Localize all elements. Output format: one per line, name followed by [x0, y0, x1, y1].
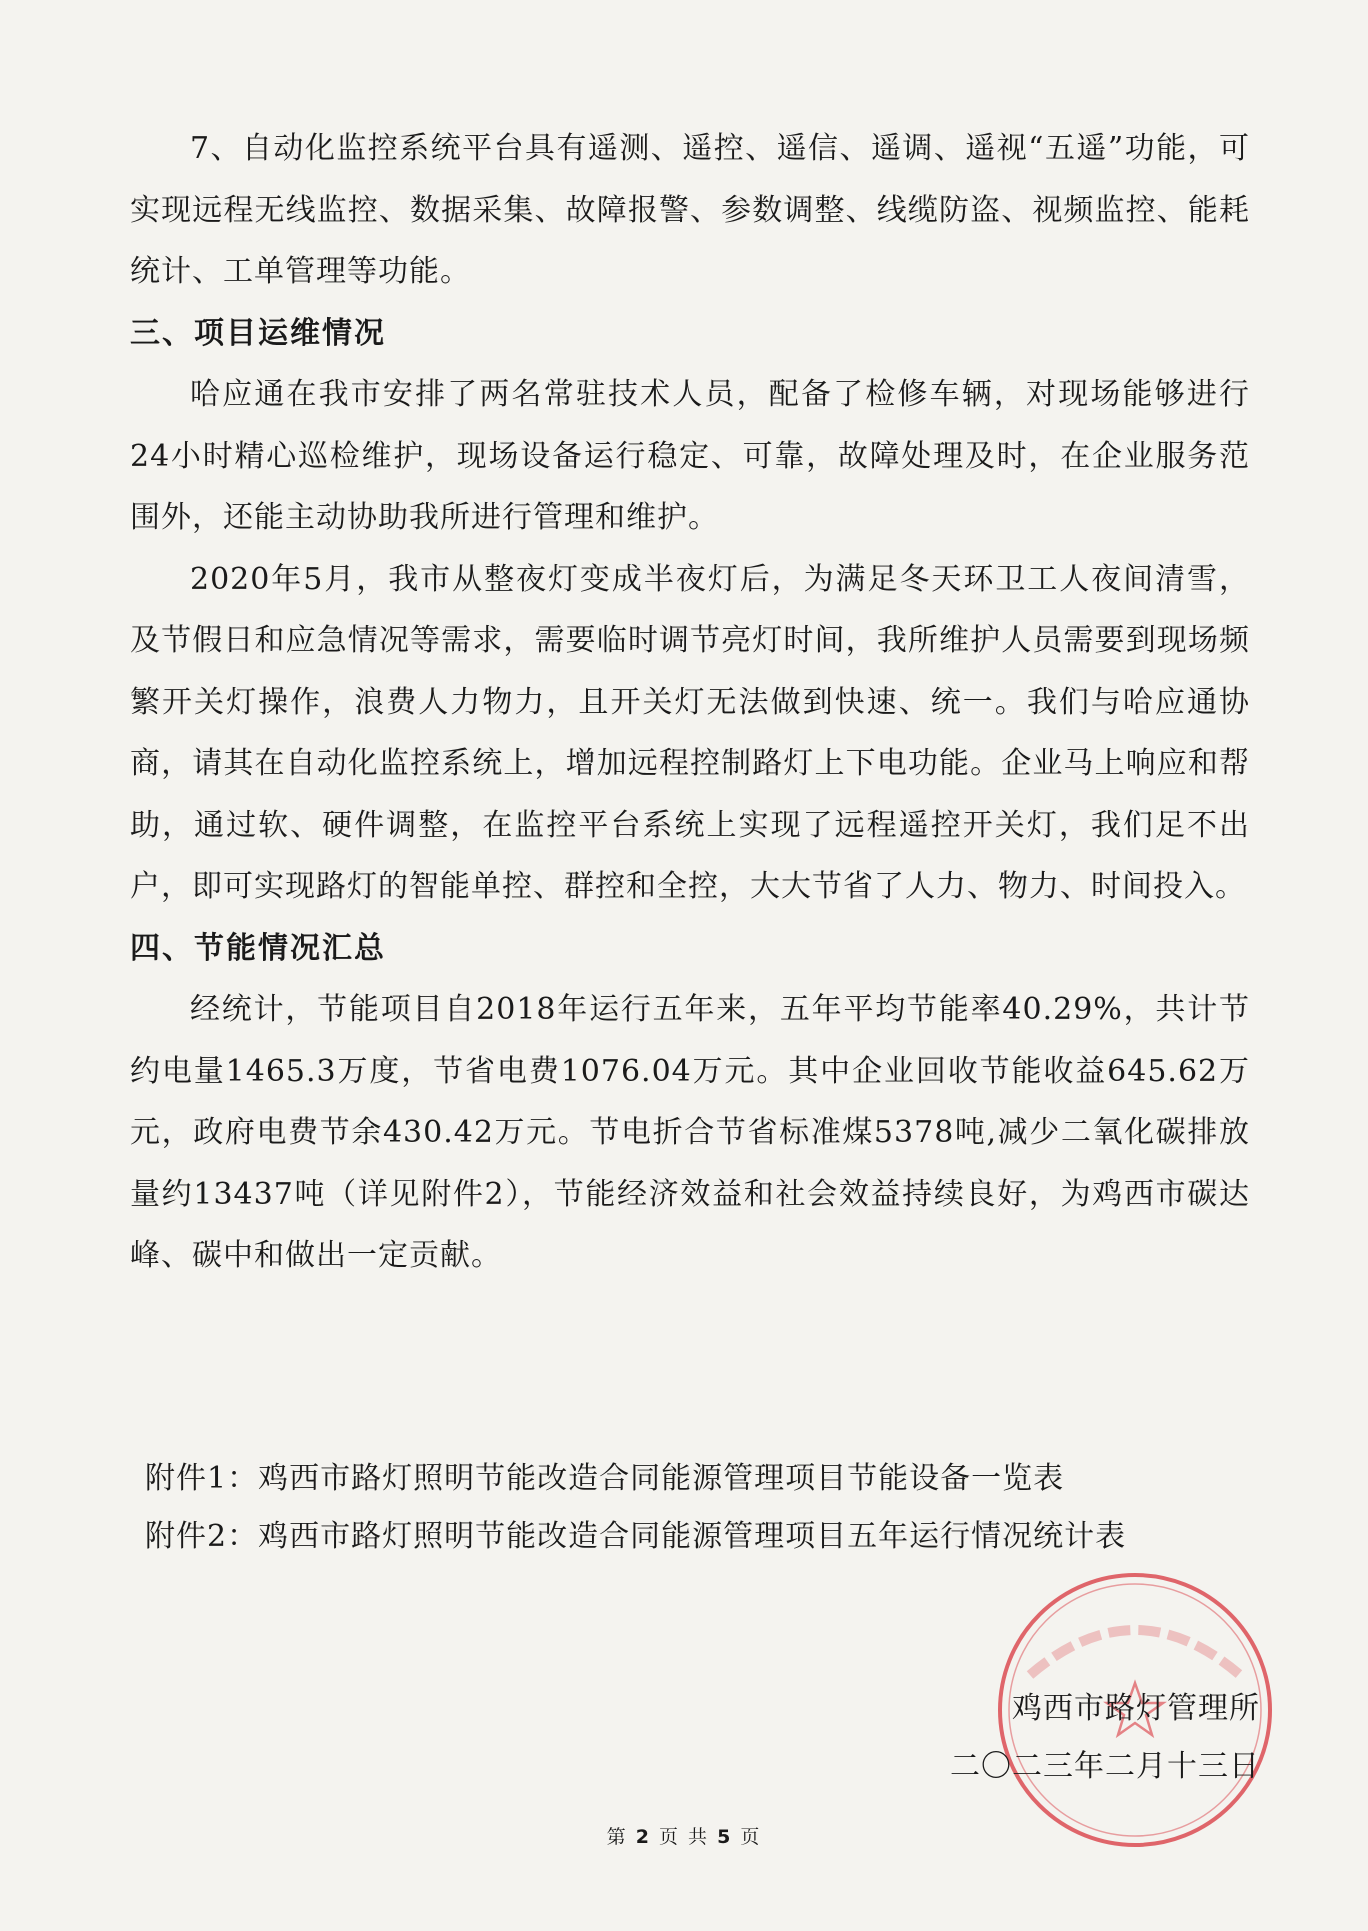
- attachment-1: 附件1：鸡西市路灯照明节能改造合同能源管理项目节能设备一览表: [145, 1461, 1065, 1496]
- signature-block: [950, 1680, 1260, 1796]
- footer-page-number: 2: [635, 1826, 651, 1848]
- page-footer: [0, 1822, 1368, 1849]
- section-3-paragraph-1: 哈应通在我市安排了两名常驻技术人员，配备了检修车辆，对现场能够进行24小时精心巡检维护，现场设备运行稳定、可靠，故障处理及时，在企业服务范围外，还能主动协助我所进行管理和维护。: [130, 377, 1250, 535]
- section-3-paragraph-2: 2020年5月，我市从整夜灯变成半夜灯后，为满足冬天环卫工人夜间清雪，及节假日和应急情况等需求，需要临时调节亮灯时间，我所维护人员需要到现场频繁开关灯操作，浪费人力物力，且开关灯无法做到快速、统一。我们与哈应通协商，请其在自动化监控系统上，增加远程控制路灯上下电功能。企业马上响应和帮助，通过软、硬件调整，在监控平台系统上实现了远程遥控开关灯，我们足不出户，即可实现路灯的智能单控、群控和全控，大大节省了人力、物力、时间投入。: [130, 561, 1250, 904]
- document-body: [130, 118, 1250, 1287]
- attachments-list: [145, 1450, 1265, 1566]
- section-3-title: 三、项目运维情况: [130, 315, 386, 351]
- signing-date: 二〇二三年二月十三日: [950, 1749, 1260, 1784]
- signing-organization: 鸡西市路灯管理所: [1012, 1691, 1260, 1726]
- section-4-title: 四、节能情况汇总: [130, 930, 386, 966]
- footer-total-pages: 5: [717, 1826, 733, 1848]
- section-4-paragraph-1: 经统计，节能项目自2018年运行五年来，五年平均节能率40.29%，共计节约电量1465.3万度，节省电费1076.04万元。其中企业回收节能收益645.62万元，政府电费节余430.42万元。节电折合节省标准煤5378吨,减少二氧化碳排放量约13437吨（详见附件2），节能经济效益和社会效益持续良好，为鸡西市碳达峰、碳中和做出一定贡献。: [130, 992, 1250, 1273]
- paragraph-7: 7、自动化监控系统平台具有遥测、遥控、遥信、遥调、遥视“五遥”功能，可实现远程无线监控、数据采集、故障报警、参数调整、线缆防盗、视频监控、能耗统计、工单管理等功能。: [130, 131, 1250, 289]
- footer-middle: 页 共: [658, 1826, 710, 1848]
- footer-prefix: 第: [606, 1826, 628, 1848]
- footer-suffix: 页: [740, 1826, 762, 1848]
- attachment-2: 附件2：鸡西市路灯照明节能改造合同能源管理项目五年运行情况统计表: [145, 1519, 1127, 1554]
